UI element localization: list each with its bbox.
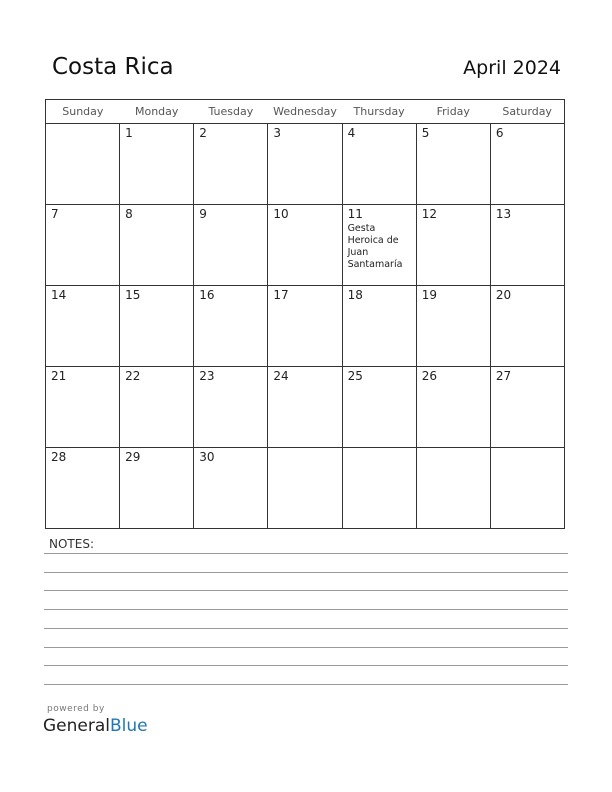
weekday-header: Friday bbox=[416, 100, 490, 124]
generalblue-logo[interactable] bbox=[43, 716, 148, 736]
day-cell[interactable] bbox=[342, 367, 416, 448]
day-cell[interactable] bbox=[490, 286, 564, 367]
day-cell[interactable] bbox=[268, 367, 342, 448]
week-row bbox=[46, 205, 565, 286]
day-number: 28 bbox=[51, 450, 67, 464]
day-number: 30 bbox=[199, 450, 215, 464]
day-number: 2 bbox=[199, 126, 207, 140]
country-title: Costa Rica bbox=[52, 54, 174, 80]
day-number: 14 bbox=[51, 288, 67, 302]
day-cell[interactable] bbox=[46, 286, 120, 367]
weekday-header: Tuesday bbox=[194, 100, 268, 124]
day-number: 8 bbox=[125, 207, 133, 221]
day-cell[interactable] bbox=[120, 367, 194, 448]
powered-by-text: powered by bbox=[47, 704, 105, 714]
note-line bbox=[44, 665, 568, 666]
day-cell[interactable] bbox=[120, 286, 194, 367]
day-cell[interactable] bbox=[194, 205, 268, 286]
weekday-header: Saturday bbox=[490, 100, 564, 124]
day-cell[interactable] bbox=[490, 448, 564, 529]
note-line bbox=[44, 572, 568, 573]
weekday-header: Sunday bbox=[46, 100, 120, 124]
day-cell[interactable] bbox=[268, 286, 342, 367]
day-cell[interactable] bbox=[46, 367, 120, 448]
day-number: 16 bbox=[199, 288, 215, 302]
note-line bbox=[44, 647, 568, 648]
day-cell[interactable] bbox=[416, 205, 490, 286]
day-number: 20 bbox=[495, 288, 512, 302]
brand-blue: Blue bbox=[110, 716, 148, 736]
day-number: 18 bbox=[347, 288, 363, 302]
day-cell[interactable] bbox=[342, 286, 416, 367]
weekday-header: Thursday bbox=[342, 100, 416, 124]
day-cell[interactable] bbox=[194, 448, 268, 529]
day-cell[interactable] bbox=[46, 205, 120, 286]
day-number: 24 bbox=[273, 369, 289, 383]
day-cell[interactable] bbox=[490, 205, 564, 286]
weekday-header-row bbox=[46, 100, 565, 124]
note-line bbox=[44, 609, 568, 610]
day-number: 3 bbox=[273, 126, 282, 140]
day-cell[interactable] bbox=[120, 448, 194, 529]
day-number: 9 bbox=[199, 207, 207, 221]
day-cell[interactable] bbox=[268, 124, 342, 205]
day-number: 27 bbox=[495, 369, 512, 383]
week-row bbox=[46, 286, 565, 367]
day-cell[interactable] bbox=[416, 367, 490, 448]
day-cell[interactable] bbox=[194, 367, 268, 448]
day-number: 22 bbox=[125, 369, 141, 383]
notes-label: NOTES: bbox=[49, 537, 94, 551]
day-number: 13 bbox=[495, 207, 512, 221]
note-line bbox=[44, 684, 568, 685]
day-number: 6 bbox=[495, 126, 504, 140]
day-number: 12 bbox=[421, 207, 437, 221]
week-row bbox=[46, 124, 565, 205]
day-number: 15 bbox=[125, 288, 141, 302]
day-number: 29 bbox=[125, 450, 141, 464]
day-cell[interactable] bbox=[268, 448, 342, 529]
weekday-header: Wednesday bbox=[268, 100, 342, 124]
week-row bbox=[46, 448, 565, 529]
day-number: 23 bbox=[199, 369, 215, 383]
day-number: 1 bbox=[125, 126, 133, 140]
day-cell[interactable] bbox=[120, 205, 194, 286]
day-cell[interactable] bbox=[490, 367, 564, 448]
note-line bbox=[44, 553, 568, 554]
day-cell[interactable] bbox=[416, 124, 490, 205]
day-number: 26 bbox=[421, 369, 437, 383]
day-cell[interactable] bbox=[342, 124, 416, 205]
day-cell[interactable] bbox=[46, 448, 120, 529]
day-number: 17 bbox=[273, 288, 289, 302]
day-number: 25 bbox=[347, 369, 363, 383]
weekday-header: Monday bbox=[120, 100, 194, 124]
day-number: 7 bbox=[51, 207, 59, 221]
note-line bbox=[44, 590, 568, 591]
calendar-grid bbox=[45, 99, 565, 529]
day-cell[interactable] bbox=[46, 124, 120, 205]
day-cell[interactable] bbox=[342, 205, 416, 286]
holiday-label: Gesta Heroica de Juan Santamaría bbox=[347, 223, 403, 270]
brand-general: General bbox=[43, 716, 110, 736]
day-cell[interactable] bbox=[490, 124, 564, 205]
day-number: 21 bbox=[51, 369, 67, 383]
day-number: 11 bbox=[347, 207, 363, 221]
day-cell[interactable] bbox=[342, 448, 416, 529]
day-cell[interactable] bbox=[194, 124, 268, 205]
day-cell[interactable] bbox=[194, 286, 268, 367]
day-cell[interactable] bbox=[416, 448, 490, 529]
day-cell[interactable] bbox=[268, 205, 342, 286]
day-number: 4 bbox=[347, 126, 356, 140]
week-row bbox=[46, 367, 565, 448]
day-cell[interactable] bbox=[416, 286, 490, 367]
day-number: 19 bbox=[421, 288, 437, 302]
day-number: 5 bbox=[421, 126, 430, 140]
day-cell[interactable] bbox=[120, 124, 194, 205]
day-number: 10 bbox=[273, 207, 289, 221]
note-line bbox=[44, 628, 568, 629]
month-title: April 2024 bbox=[463, 57, 561, 79]
